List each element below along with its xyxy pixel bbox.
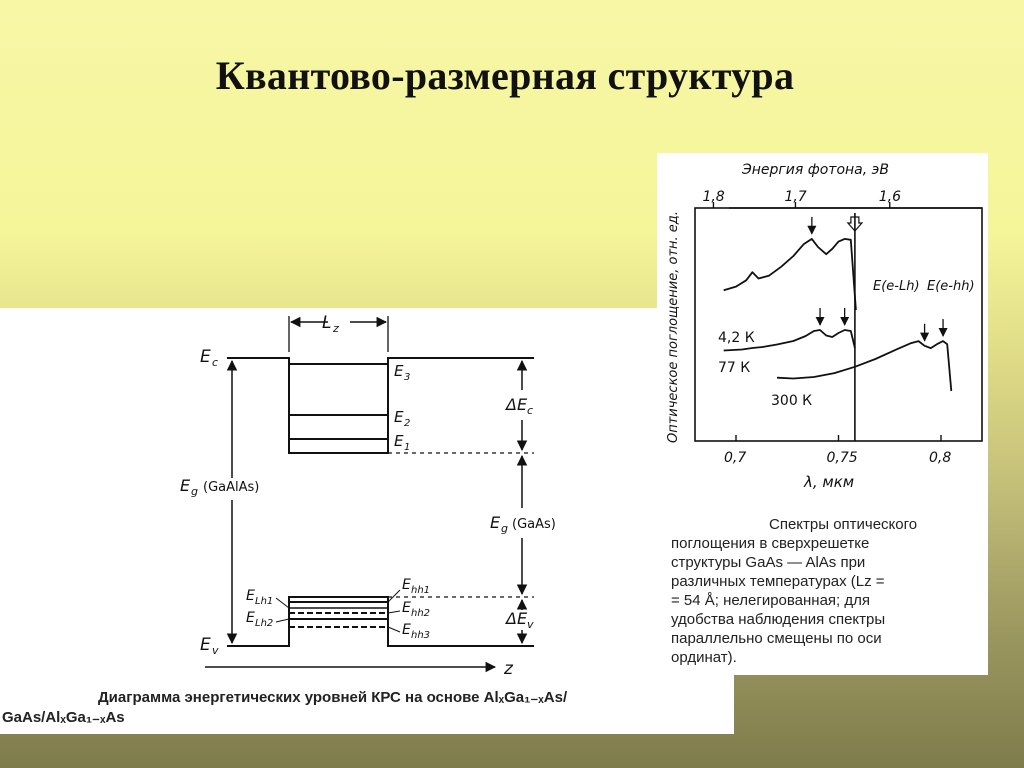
absorption-chart <box>657 153 988 503</box>
ec-label-sub: c <box>212 356 219 369</box>
spectra-caption-line: ординат). <box>671 649 737 666</box>
level-hh3-sub: hh3 <box>411 630 431 641</box>
spectra-caption-line: = 54 Å; нелегированная; для <box>671 592 871 609</box>
level-hh2-label: E <box>402 600 411 616</box>
top-axis-label: Энергия фотона, эВ <box>742 162 889 178</box>
level-lh2-label: E <box>246 610 255 626</box>
energy-diagram <box>0 308 734 734</box>
ev-label: E <box>200 635 211 655</box>
level-hh1-sub: hh1 <box>411 585 431 596</box>
eg-barrier-label: E <box>180 476 191 495</box>
eg-well-material: (GaAs) <box>512 517 556 532</box>
level-lh1-sub: Lh1 <box>255 596 274 607</box>
spectra-caption-line: поглощения в сверхрешетке <box>671 535 870 552</box>
eg-well-sub: g <box>501 522 508 535</box>
level-hh3-label: E <box>402 622 411 638</box>
spectra-caption-line: удобства наблюдения спектры <box>671 611 886 628</box>
top-tick-label: 1,7 <box>784 189 807 205</box>
level-e1-sub: 1 <box>404 442 411 453</box>
delta-ev-label: ΔE <box>506 609 528 628</box>
energy-diagram-caption-line2: GaAs/AlₓGa₁₋ₓAs <box>2 709 125 726</box>
level-hh2-sub: hh2 <box>411 608 431 619</box>
lz-label: L <box>322 313 332 333</box>
spectra-caption <box>671 515 986 667</box>
eg-barrier-sub: g <box>191 485 198 498</box>
annotation-e-hh: E(e-hh) <box>927 279 975 294</box>
z-axis-label: z <box>504 659 513 679</box>
ec-label: E <box>200 347 211 367</box>
series-label-300k: 300 К <box>771 393 813 409</box>
delta-ec-label: ΔE <box>506 395 528 414</box>
eg-barrier-material: (GaAlAs) <box>203 480 260 495</box>
spectra-caption-line: структуры GaAs — AlAs при <box>671 554 866 571</box>
level-hh1-label: E <box>402 577 411 593</box>
x-tick-label: 0,8 <box>929 450 952 466</box>
series-label-77k: 77 К <box>718 360 751 376</box>
energy-diagram-caption-line1: Диаграмма энергетических уровней КРС на основе AlₓGa₁₋ₓAs/ <box>98 689 568 706</box>
level-e3-sub: 3 <box>404 372 411 383</box>
eg-well-label: E <box>490 513 501 532</box>
spectra-caption-line: параллельно смещены по оси <box>671 630 882 647</box>
top-tick-label: 1,6 <box>878 189 902 205</box>
delta-ec-sub: c <box>527 404 534 417</box>
level-lh2-sub: Lh2 <box>255 618 274 629</box>
level-lh1-label: E <box>246 588 255 604</box>
series-line-2 <box>777 341 951 391</box>
lz-label-sub: z <box>333 322 339 335</box>
series-label-4k: 4,2 К <box>718 330 755 346</box>
top-tick-label: 1,8 <box>702 189 725 205</box>
level-e2-sub: 2 <box>404 418 411 429</box>
level-e2-label: E <box>394 408 404 426</box>
y-axis-label: Оптическое поглощение, отн. ед. <box>666 211 681 443</box>
spectra-caption-line: Спектры оптического <box>769 516 918 533</box>
annotation-e-lh: E(e-Lh) <box>873 279 920 294</box>
ev-label-sub: v <box>212 644 219 657</box>
x-axis-label: λ, мкм <box>804 473 855 491</box>
energy-diagram-panel <box>0 308 734 734</box>
spectra-caption-line: различных температурах (Lz = <box>671 573 885 590</box>
slide-title: Квантово-размерная структура <box>215 53 795 98</box>
level-e3-label: E <box>394 362 404 380</box>
delta-ev-sub: v <box>527 618 534 631</box>
x-tick-label: 0,7 <box>724 450 747 466</box>
series-line-0 <box>724 239 856 310</box>
x-tick-label: 0,75 <box>826 450 858 466</box>
spectra-panel <box>657 153 988 675</box>
level-e1-label: E <box>394 432 404 450</box>
